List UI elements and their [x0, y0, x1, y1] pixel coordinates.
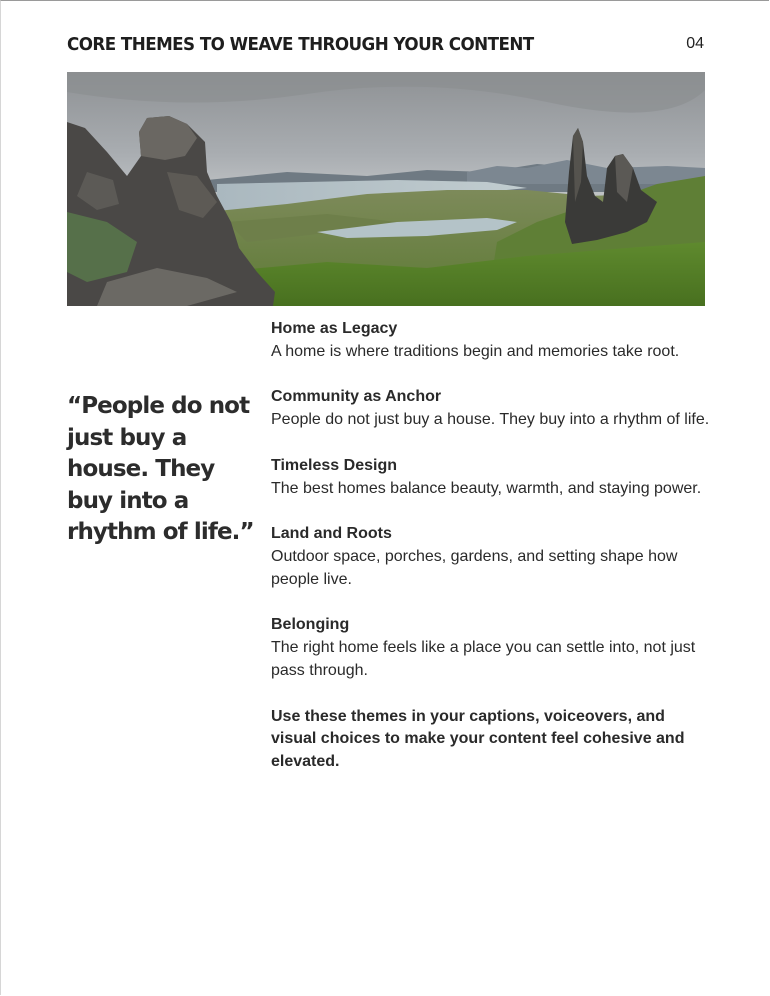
themes-list — [271, 318, 711, 774]
theme-item — [271, 523, 711, 591]
theme-title: Timeless Design — [271, 456, 397, 474]
theme-description: A home is where traditions begin and memories take root. — [271, 342, 680, 360]
hero-image — [67, 72, 705, 306]
page-title: CORE THEMES TO WEAVE THROUGH YOUR CONTENT — [67, 34, 534, 55]
theme-description: The best homes balance beauty, warmth, and staying power. — [271, 479, 702, 497]
pull-quote: “People do not just buy a house. They buy into a rhythm of life.” — [67, 393, 254, 545]
page-number: 04 — [686, 35, 704, 52]
theme-item — [271, 386, 711, 432]
theme-description: Outdoor space, porches, gardens, and setting shape how people live. — [271, 547, 678, 588]
theme-title: Land and Roots — [271, 525, 392, 543]
theme-description: People do not just buy a house. They buy into a rhythm of life. — [271, 411, 710, 429]
theme-item — [271, 614, 711, 682]
theme-description: The right home feels like a place you can settle into, not just pass through. — [271, 639, 696, 679]
closing-note: Use these themes in your captions, voiceovers, and visual choices to make your content feel cohesive and elevated. — [271, 707, 685, 771]
theme-item — [271, 455, 711, 501]
landscape-photo-icon — [67, 72, 705, 306]
theme-title: Belonging — [271, 616, 350, 634]
theme-item — [271, 318, 711, 364]
theme-title: Home as Legacy — [271, 320, 398, 337]
theme-title: Community as Anchor — [271, 388, 442, 406]
